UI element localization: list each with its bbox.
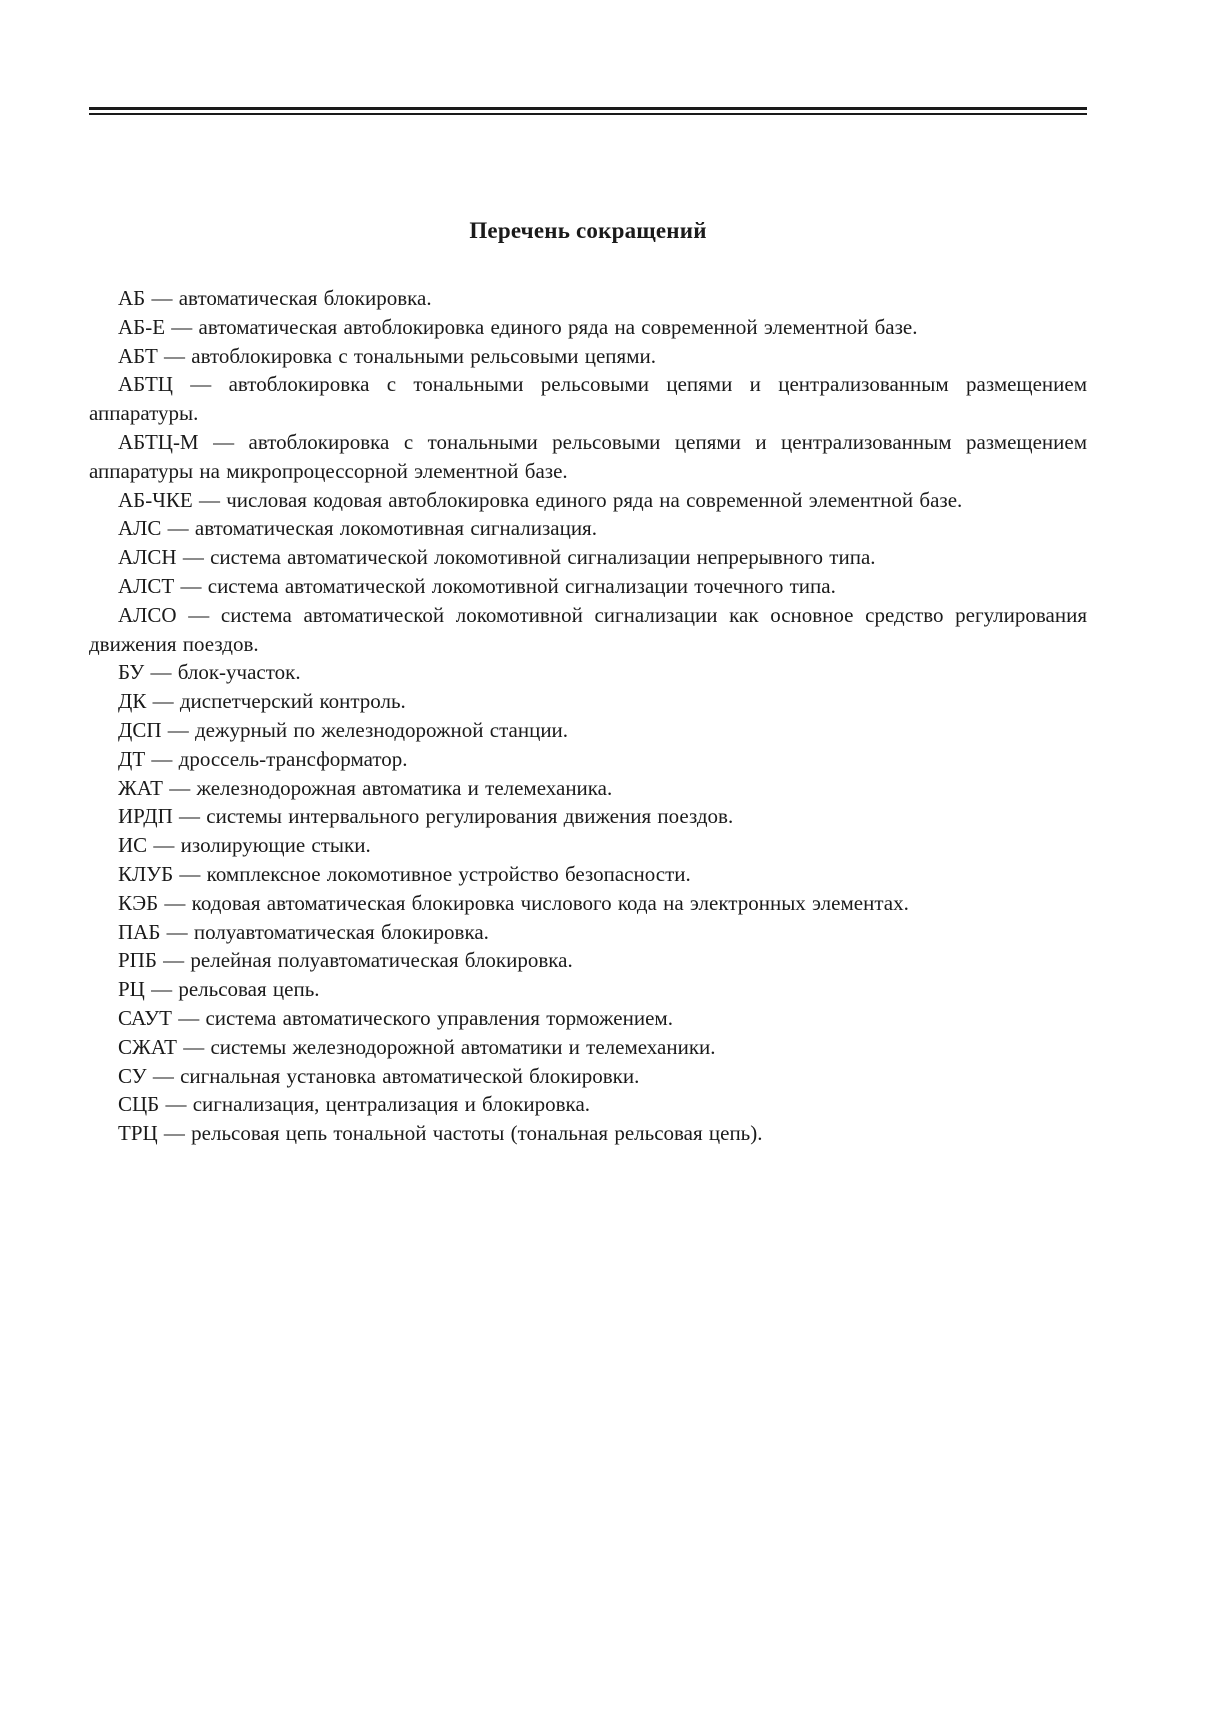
abbreviation-entry: ИРДП — системы интервального регулирования движения поездов. — [118, 804, 734, 829]
header-rule-thick-line — [89, 107, 1087, 110]
abbreviation-entry: ПАБ — полуавтоматическая блокировка. — [118, 919, 489, 944]
abbreviation-entry: АБТ — автоблокировка с тональными рельсовыми цепями. — [118, 343, 656, 368]
abbreviation-entry: ДТ — дроссель-трансформатор. — [118, 746, 408, 771]
document-page — [89, 0, 1087, 1713]
abbreviation-entry: АБТЦ-М — автоблокировка с тональными рельсовыми цепями и централизованным размещением аппаратуры на микропроцессорной элементной базе. — [89, 429, 1087, 483]
abbreviation-entry: РПБ — релейная полуавтоматическая блокировка. — [118, 948, 573, 973]
header-double-rule — [89, 107, 1087, 115]
abbreviation-entry: АЛСН — система автоматической локомотивной сигнализации непрерывного типа. — [118, 545, 876, 570]
abbreviation-entry: АБ-Е — автоматическая автоблокировка единого ряда на современной элементной базе. — [118, 314, 918, 339]
abbreviation-entry: ДСП — дежурный по железнодорожной станции. — [118, 717, 569, 742]
abbreviation-entry: АБ — автоматическая блокировка. — [118, 286, 432, 310]
abbreviation-entry: БУ — блок-участок. — [118, 660, 301, 685]
abbreviation-entry: КЭБ — кодовая автоматическая блокировка числового кода на электронных элементах. — [118, 890, 909, 915]
header-rule-thin-line — [89, 113, 1087, 115]
abbreviation-entry: СЦБ — сигнализация, централизация и блокировка. — [118, 1092, 591, 1117]
abbreviation-entry: СЖАТ — системы железнодорожной автоматики и телемеханики. — [118, 1034, 716, 1059]
abbreviation-entry: САУТ — система автоматического управления торможением. — [118, 1005, 673, 1030]
abbreviation-entry: КЛУБ — комплексное локомотивное устройство безопасности. — [118, 861, 691, 886]
abbreviation-entry: АЛС — автоматическая локомотивная сигнализация. — [118, 516, 597, 541]
abbreviation-entry: АЛСТ — система автоматической локомотивной сигнализации точечного типа. — [118, 573, 836, 598]
abbreviation-entry: ТРЦ — рельсовая цепь тональной частоты (тональная рельсовая цепь). — [118, 1121, 763, 1146]
abbreviation-entry: ДК — диспетчерский контроль. — [118, 689, 406, 714]
abbreviation-entry: ИС — изолирующие стыки. — [118, 833, 371, 858]
abbreviation-list — [89, 284, 1087, 1148]
abbreviation-entry: АБ-ЧКЕ — числовая кодовая автоблокировка единого ряда на современной элементной базе. — [118, 487, 963, 512]
abbreviation-entry: ЖАТ — железнодорожная автоматика и телемеханика. — [118, 775, 613, 800]
page-title: Перечень сокращений — [469, 218, 707, 243]
abbreviation-entry: АЛСО — система автоматической локомотивной сигнализации как основное средство регулирования движения поездов. — [89, 602, 1087, 656]
abbreviation-entry: АБТЦ — автоблокировка с тональными рельсовыми цепями и централизованным размещением аппаратуры. — [89, 372, 1087, 426]
abbreviation-entry: РЦ — рельсовая цепь. — [118, 977, 320, 1002]
abbreviation-entry: СУ — сигнальная установка автоматической блокировки. — [118, 1063, 640, 1088]
